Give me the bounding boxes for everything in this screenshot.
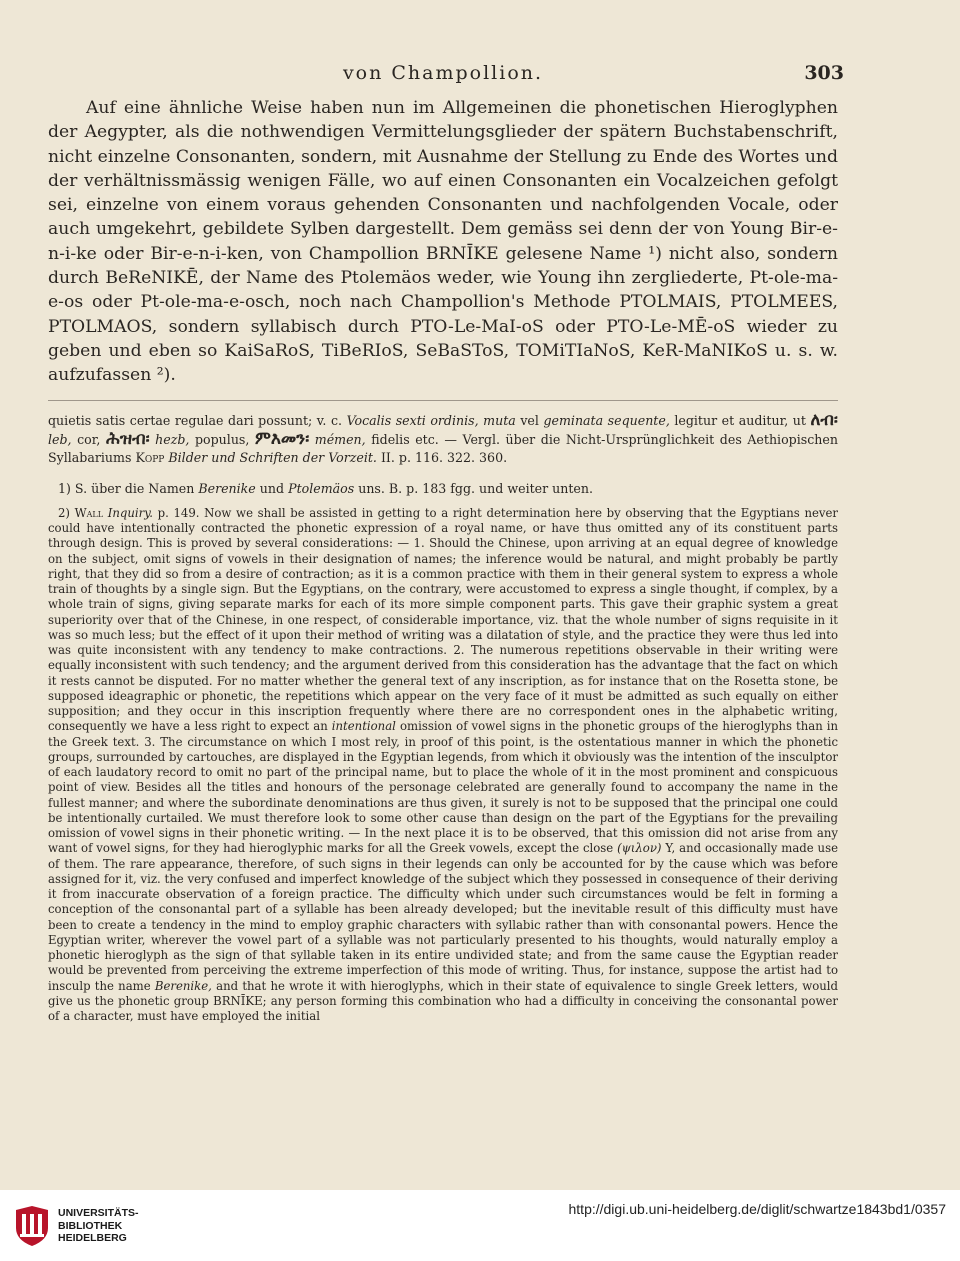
running-title: von Champollion.	[342, 62, 544, 84]
fn-italic: Inquiry.	[107, 505, 153, 520]
fn-text: uns. B. p. 183 fgg. und weiter unten.	[358, 480, 593, 496]
ethiopic-word: ምእመን፡	[254, 428, 310, 449]
source-url-link[interactable]: http://digi.ub.uni-heidelberg.de/diglit/schwartze1843bd1/0357	[568, 1201, 946, 1217]
footnote-continuation	[48, 411, 838, 468]
fn-italic: geminata sequente,	[543, 412, 670, 428]
page-content	[48, 62, 844, 1024]
running-head	[48, 62, 844, 96]
fn-text: populus,	[194, 431, 250, 447]
footer-bar	[0, 1190, 960, 1261]
fn-italic: Berenike	[198, 480, 256, 496]
fn-author: 2) Wall	[58, 505, 104, 520]
ethiopic-word: ለብ፡	[810, 409, 838, 430]
fn-text: omission of vowel signs in the phonetic groups of the hieroglyphs than in the Greek text. 3. The circumstance on which I most rely, in proof of this point, is the ostentatious manner in which the phonetic groups, surrounded by cartouches, are displayed in the Egyptian legends, from which it obviously was the intention of the insculptor of each laudatory record to omit no part of the principal name, but to place the whole of it in the most prominent and conspicuous point of view. Besides all the titles and honours of the personage celebrated are generally found to accompany the name in the fullest manner; and where the subordinate denominations are thus given, it surely is not to be supposed that the principal one could be intentionally curtailed. We must therefore look to some other cause than design on the part of the Egyptians for the prevailing omission of vowel signs in their phonetic writing. — In the next place it is to be observed, that this omission did not arise from any want of vowel signs, for they had hieroglyphic marks for all the Greek vowels, except the close	[48, 719, 839, 856]
fn-text: vel	[520, 412, 539, 428]
footnote-separator	[48, 400, 838, 401]
fn-gloss: leb,	[48, 431, 72, 447]
fn-greek: (ψιλον)	[617, 841, 662, 856]
page-number: 303	[804, 62, 844, 84]
fn-text: Y, and occasionally made use of them. The rare appearance, therefore, of such signs in their legends can only be accounted for by the cause which was before assigned for it, viz. the very confused and imperfect knowledge of the subject which they possessed in consequence of their deriving it from inaccurate observation of a foreign practice. The difficulty which under such circumstances would be felt in forming a conception of the consonantal part of a syllable has been already developed; but the inevitable result of this difficulty must have been to create a tendency in the mind to employ graphic characters with syllabic rather than with consonantal powers. Hence the Egyptian writer, wherever the vowel part of a syllable was not particularly presented to his thoughts, would naturally employ a phonetic hieroglyph as the sign of that syllable taken in its entire undivided state; and from the same cause the Egyptian reader would be prevented from perceiving the extreme imperfection of this mode of writing. Thus, for instance, suppose the artist had to insculp the name	[48, 841, 838, 993]
footnote-2	[48, 506, 838, 1025]
fn-text: II. p. 116. 322. 360.	[380, 450, 508, 466]
library-logo-icon	[12, 1204, 52, 1248]
fn-italic: Vocalis sexti ordinis, muta	[346, 412, 516, 428]
fn-text: legitur et auditur, ut	[674, 412, 806, 428]
fn-text: and that he wrote it with hieroglyphs, which in their state of equivalence to single Greek letters, would give us the phonetic group BRNĪKE; any person forming this combination who had a difficulty in conceiving the consonantal power of a character, must have employed the initial	[48, 978, 838, 1024]
fn-author: Kopp	[135, 450, 165, 466]
fn-text: 1) S. über die Namen	[58, 480, 195, 496]
footnote-1	[48, 480, 838, 498]
fn-text: cor,	[77, 431, 101, 447]
library-name-line: UNIVERSITÄTS-	[58, 1207, 139, 1219]
fn-text: quietis satis certae regulae dari possunt; v. c.	[48, 412, 343, 428]
fn-text: und	[259, 480, 285, 496]
library-name-line: BIBLIOTHEK	[58, 1219, 123, 1232]
library-name	[58, 1207, 139, 1245]
main-paragraph: Auf eine ähnliche Weise haben nun im Allgemeinen die phonetischen Hieroglyphen der Aegypter, als die nothwendigen Vermittelungsglieder der spätern Buchstabenschrift, nicht einzelne Consonanten, sondern, mit Ausnahme der Stellung zu Ende des Wortes und der verhältnissmässig wenigen Fälle, wo auf einen Consonanten ein Vocalzeichen gefolgt sei, einzelne von einem voraus gehenden Consonanten und nachfolgenden Vocale, oder auch umgekehrt, gebildete Sylben dargestellt. Dem gemäss sei denn der von Young Bir-e-n-i-ke oder Bir-e-n-i-ken, von Champollion BRNĪKE gelesene Name ¹) nicht also, sondern durch BeReNIKĒ, der Name des Ptolemäos weder, wie Young ihn zergliederte, Pt-ole-ma-e-os oder Pt-ole-ma-e-osch, noch nach Champollion's Methode PTOLMAIS, PTOLMEES, PTOLMAOS, sondern syllabisch durch PTO-Le-MaI-oS oder PTO-Le-MĒ-oS wieder zu geben und eben so KaiSaRoS, TiBeRIoS, SeBaSToS, TOMiTIaNoS, KeR-MaNIKoS u. s. w. aufzufassen ²).	[48, 98, 838, 386]
ethiopic-word: ሕዝብ፡	[105, 428, 150, 449]
fn-italic: intentional	[331, 719, 396, 734]
library-name-line: HEIDELBERG	[58, 1232, 127, 1244]
fn-text: fidelis etc. — Vergl. über die Nicht-Ursprünglichkeit des Aethiopischen Syllabariums	[48, 431, 838, 466]
fn-text: p. 149. Now we shall be assisted in getting to a right determination here by observing that the Egyptians never could have intentionally contracted the phonetic expression of a royal name, or have thus omitted any of its constituent parts through design. This is proved by several considerations: — 1. Should the Chinese, upon arriving at an equal degree of knowledge on the subject, omit signs of vowels in their designation of names; the inference would be natural, and might probably be partly right, that they did so from a desire of contraction; as it is a common practice with them in their general system to express a whole train of thoughts by a single sign. But the Egyptians, on the contrary, were accustomed to express a single thought, if complex, by a whole train of signs, giving separate marks for each of its more simple component parts. This gave their graphic system a great superiority over that of the Chinese, in one respect, of considerable importance, viz. that the whole number of signs requisite in it was so much less; but the effect of it upon their method of writing was a dilatation of style, and the practice they were thus led into was quite inconsistent with any tendency to make contractions. 2. The numerous repetitions observable in their writing were equally inconsistent with such tendency; and the argument derived from this consideration has the advantage that the fact on which it rests cannot be disputed. For no matter whether the general text of any inscription, as for instance that on the Rosetta stone, be supposed ideagraphic or phonetic, the repetitions which appear on the very face of it must be admitted as such equally on either supposition; and they occur in this inscription frequently where there are no correspondent ones in the alphabetic writing, consequently we have a less right to expect an	[48, 505, 838, 734]
fn-italic: Berenike,	[154, 978, 212, 993]
fn-italic: Ptolemäos	[288, 480, 355, 496]
fn-gloss: mémen,	[314, 431, 366, 447]
fn-italic: Bilder und Schriften der Vorzeit.	[168, 450, 377, 466]
fn-gloss: hezb,	[155, 431, 190, 447]
